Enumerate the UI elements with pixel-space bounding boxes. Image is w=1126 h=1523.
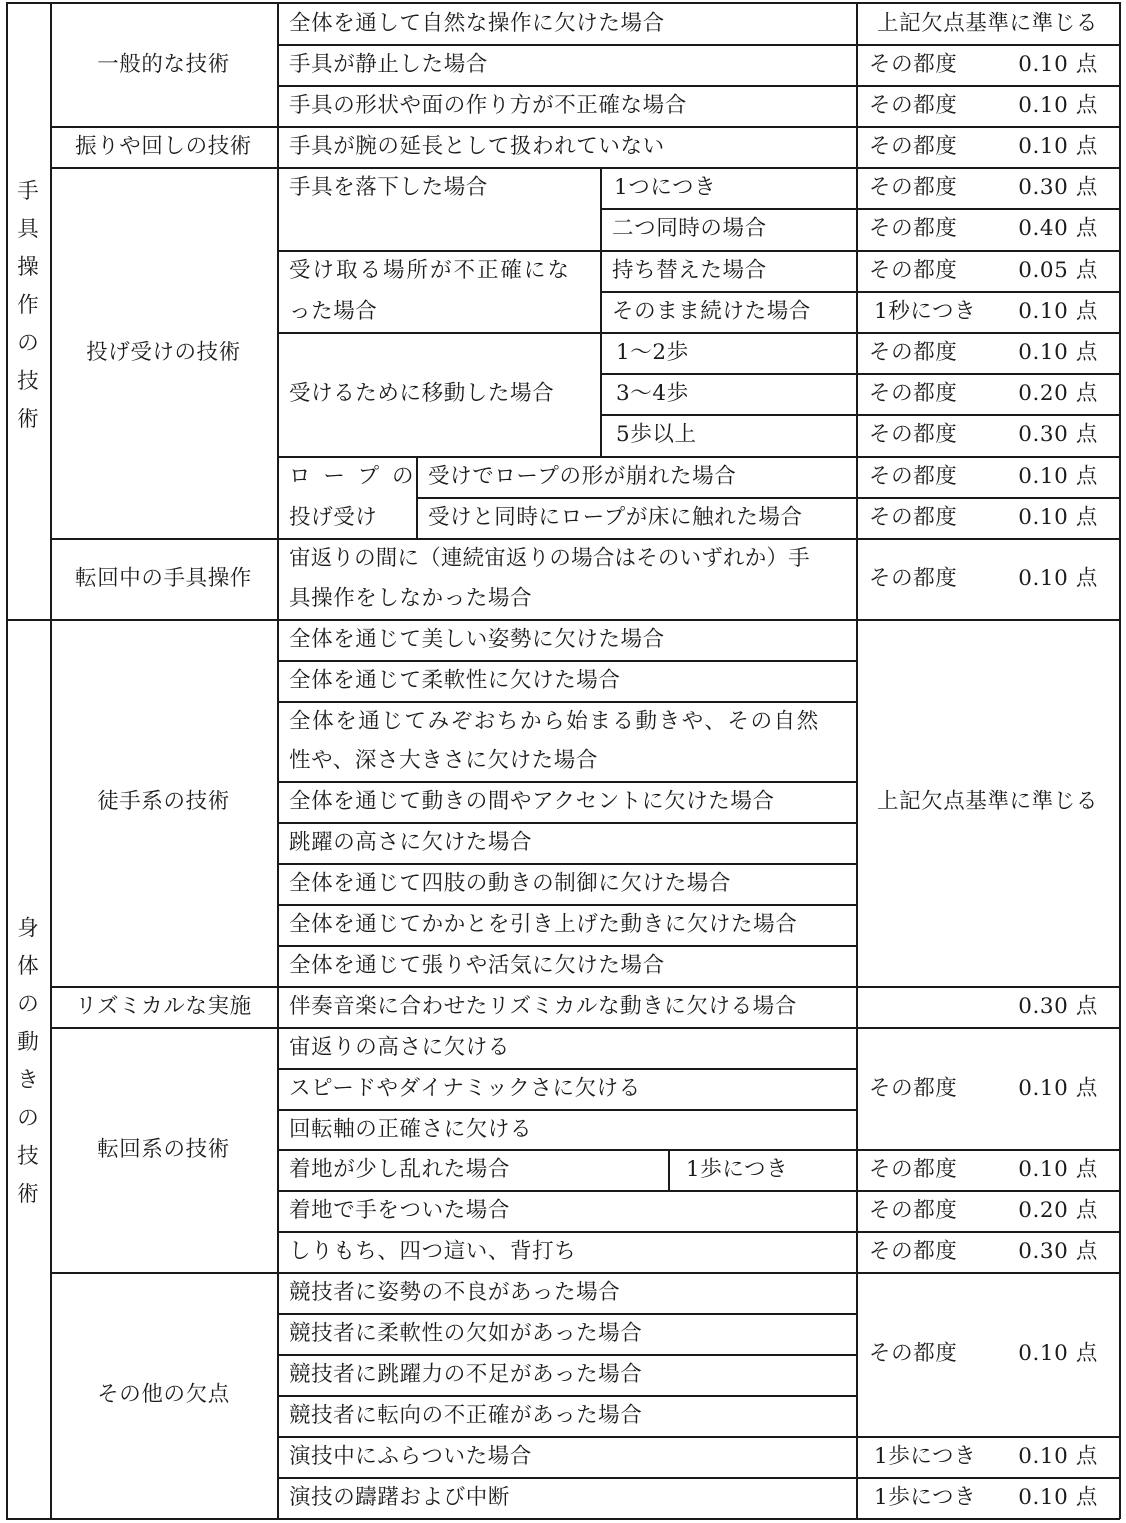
fault-text: 受け取る場所が不正確にな [289,258,572,283]
points-value: 0.10 点 [1018,505,1098,530]
frequency-text: その都度 [869,52,958,77]
frequency-text: その都度 [869,422,958,447]
sub-condition: 受けと同時にロープが床に触れた場合 [428,505,803,530]
frequency-text: 1歩につき [874,1444,977,1469]
points-value: 0.10 点 [1018,464,1098,489]
category-label: 一般的な技術 [97,52,230,77]
points-value: 0.30 点 [1018,422,1098,447]
fault-text: 手具が静止した場合 [289,52,488,77]
fault-text: 競技者に転向の不正確があった場合 [289,1403,643,1428]
fault-text: 手具の形状や面の作り方が不正確な場合 [289,93,687,118]
frequency-text: 1歩につき [874,1485,977,1510]
frequency-text: その都度 [869,566,958,591]
frequency-text: その都度 [869,258,958,283]
points-value: 0.20 点 [1018,381,1098,406]
frequency-text: その都度 [869,175,958,200]
fault-text: 着地が少し乱れた場合 [289,1157,511,1182]
fault-text: 全体を通じてみぞおちから始まる動きや、その自然 [289,709,820,734]
sub-condition: 二つ同時の場合 [612,216,767,241]
category-label: 転回系の技術 [97,1137,230,1162]
points-value: 0.30 点 [1018,1239,1098,1264]
points-value: 0.20 点 [1018,1198,1098,1223]
fault-text: スピードやダイナミックさに欠ける [289,1076,641,1101]
category-label: 振りや回しの技術 [75,134,252,159]
table-border [6,1518,1120,1520]
points-value: 0.10 点 [1018,1157,1098,1182]
fault-text: 全体を通じて美しい姿勢に欠けた場合 [289,627,665,652]
column-divider [856,2,858,1519]
fault-text: 演技中にふらついた場合 [289,1444,532,1469]
points-value: 0.10 点 [1018,134,1098,159]
fault-text: 受けるために移動した場合 [289,381,555,406]
sub-condition: 1つにつき [614,175,717,200]
fault-text: 宙返りの間に（連続宙返りの場合はそのいずれか）手 [289,546,810,571]
sub-condition: 5歩以上 [616,422,697,447]
fault-text: 投げ受け [289,505,378,530]
column-divider [277,2,279,1519]
fault-text: 演技の躊躇および中断 [289,1485,511,1510]
fault-text: 全体を通じて柔軟性に欠けた場合 [289,668,621,693]
frequency-text: その都度 [869,340,958,365]
fault-text: 宙返りの高さに欠ける [289,1035,511,1060]
fault-text: ロ ー プ の [289,464,417,489]
points-value: 0.10 点 [1018,1341,1098,1366]
fault-text: 全体を通じてかかとを引き上げた動きに欠けた場合 [289,912,798,937]
category-label: 投げ受けの技術 [86,340,241,365]
points-value: 0.10 点 [1018,52,1098,77]
fault-text: 具操作をしなかった場合 [289,586,533,611]
fault-text: 全体を通じて四肢の動きの制御に欠けた場合 [289,871,732,896]
frequency-text: その都度 [869,1198,958,1223]
fault-text: 全体を通じて動きの間やアクセントに欠けた場合 [289,789,775,814]
sub-condition: そのまま続けた場合 [612,299,811,324]
evaluation-text: 上記欠点基準に準じる [876,11,1098,36]
fault-text: 伴奏音楽に合わせたリズミカルな動きに欠ける場合 [289,994,797,1019]
points-value: 0.10 点 [1018,1485,1098,1510]
frequency-text: その都度 [869,134,958,159]
fault-text: 全体を通じて張りや活気に欠けた場合 [289,953,665,978]
category-label: リズミカルな実施 [75,994,252,1019]
frequency-text: その都度 [869,381,958,406]
sub-condition: 受けでロープの形が崩れた場合 [428,464,737,489]
frequency-text: 1秒につき [874,299,977,324]
category-label: その他の欠点 [97,1382,230,1407]
row-divider [50,167,1120,169]
points-value: 0.10 点 [1018,1076,1098,1101]
points-value: 0.10 点 [1018,566,1098,591]
sub-condition: 1歩につき [686,1157,789,1182]
points-value: 0.05 点 [1018,258,1098,283]
points-value: 0.10 点 [1018,299,1098,324]
fault-text: 競技者に姿勢の不良があった場合 [289,1280,621,1305]
fault-text: 手具を落下した場合 [289,175,488,200]
frequency-text: その都度 [869,1239,958,1264]
points-value: 0.40 点 [1018,216,1098,241]
column-divider [50,2,52,1519]
column-divider [600,167,602,456]
frequency-text: その都度 [869,505,958,530]
fault-text: 着地で手をついた場合 [289,1198,511,1223]
row-divider [50,1027,1120,1029]
category-label: 徒手系の技術 [97,789,230,814]
evaluation-text: 上記欠点基準に準じる [876,789,1098,814]
fault-text: しりもち、四つ這い、背打ち [289,1239,577,1264]
points-value: 0.10 点 [1018,93,1098,118]
frequency-text: その都度 [869,93,958,118]
fault-text: 競技者に柔軟性の欠如があった場合 [289,1321,643,1346]
points-value: 0.30 点 [1018,994,1098,1019]
fault-text: 手具が腕の延長として扱われていない [289,134,665,159]
section-title-apparatus: 手 具 操 作 の 技 術 [17,179,39,432]
points-value: 0.10 点 [1018,1444,1098,1469]
fault-text: 競技者に跳躍力の不足があった場合 [289,1362,643,1387]
points-value: 0.30 点 [1018,175,1098,200]
section-title-body-movement: 身 体 の 動 き の 技 術 [17,916,39,1207]
sub-condition: 持ち替えた場合 [612,258,767,283]
fault-text: 全体を通して自然な操作に欠けた場合 [289,11,665,36]
table-border [1119,2,1121,1519]
frequency-text: その都度 [869,1341,958,1366]
category-label: 転回中の手具操作 [75,566,252,591]
sub-condition: 3～4歩 [616,381,689,406]
frequency-text: その都度 [869,1076,958,1101]
frequency-text: その都度 [869,1157,958,1182]
fault-text: 性や、深さ大きさに欠けた場合 [289,748,598,773]
frequency-text: その都度 [869,216,958,241]
sub-condition: 1～2歩 [616,340,689,365]
fault-text: 跳躍の高さに欠けた場合 [289,830,533,855]
frequency-text: その都度 [869,464,958,489]
column-divider [668,1149,670,1190]
fault-text: 回転軸の正確さに欠ける [289,1117,533,1142]
fault-text: った場合 [289,299,378,324]
points-value: 0.10 点 [1018,340,1098,365]
